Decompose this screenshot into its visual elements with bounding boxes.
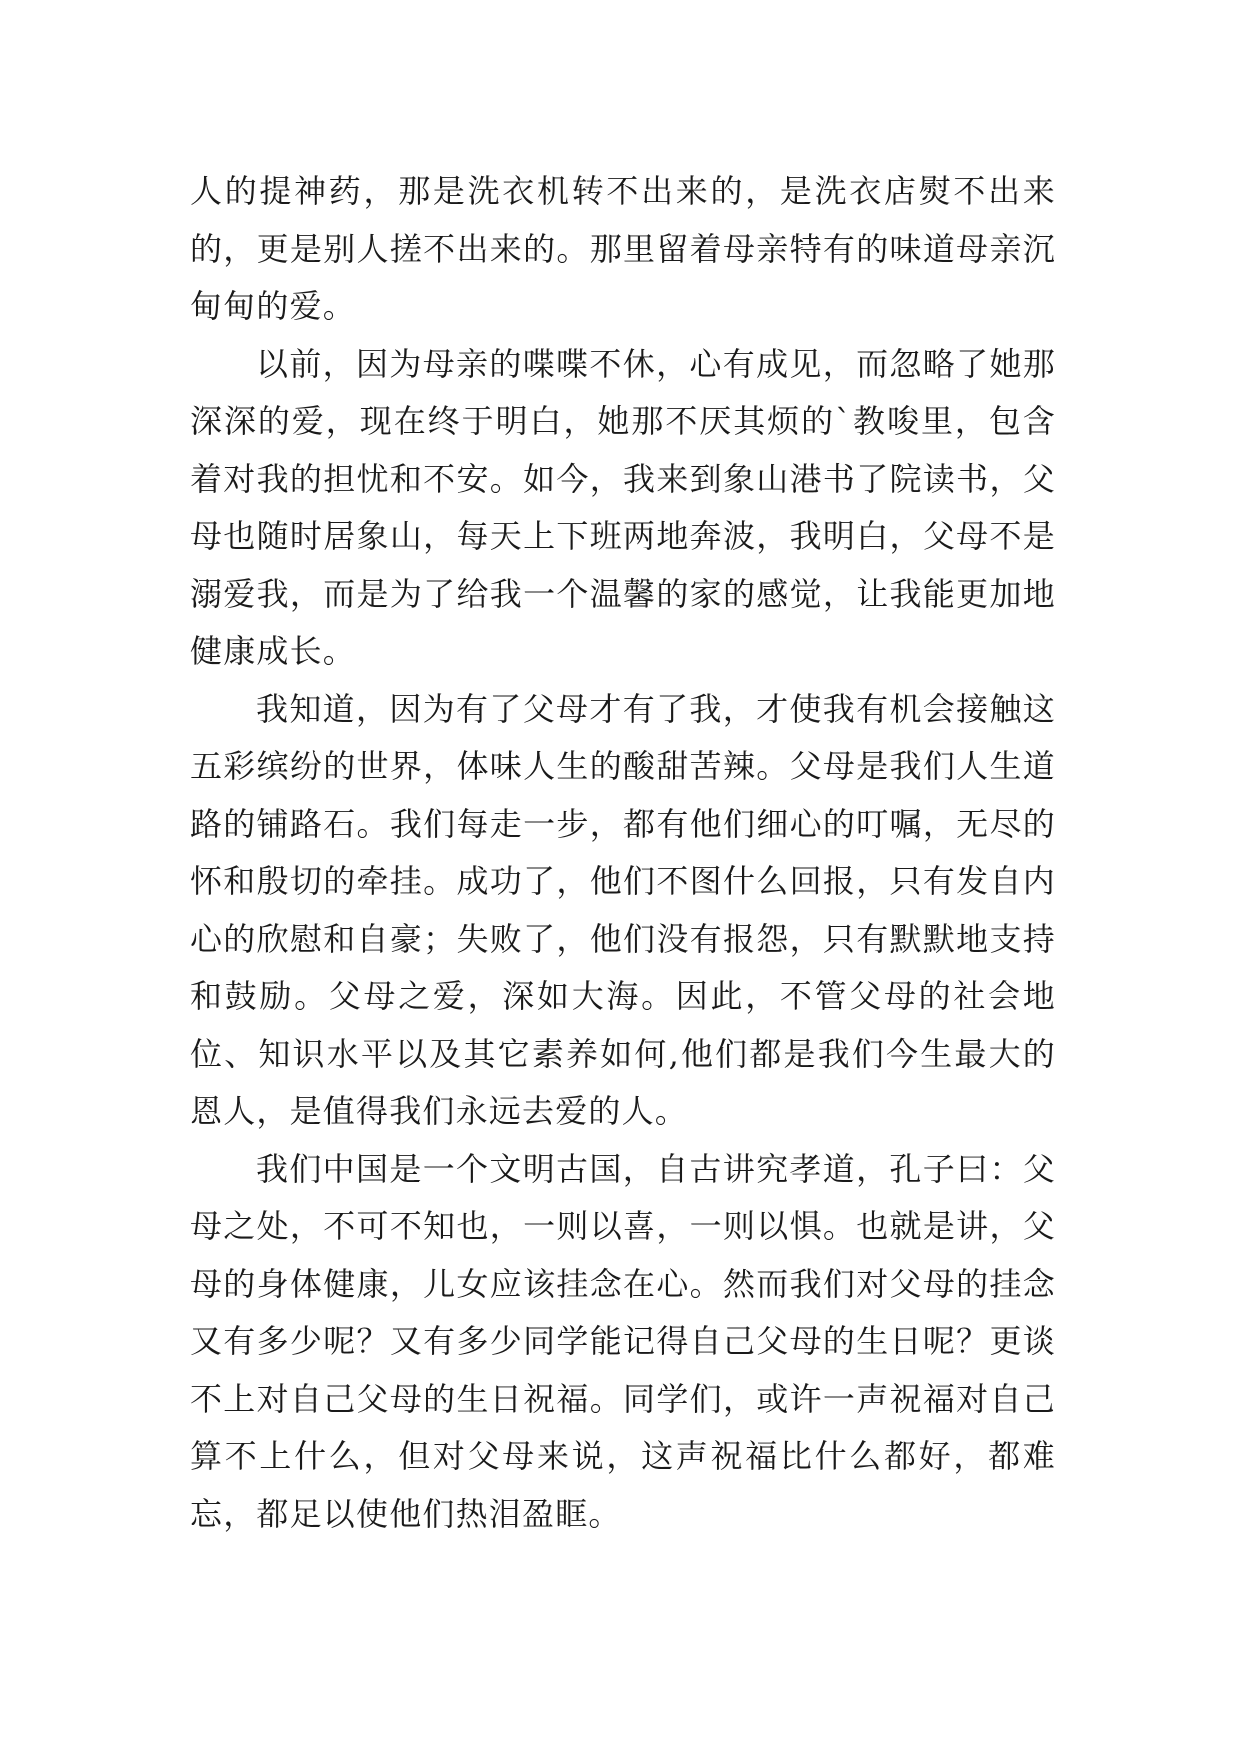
body-text — [190, 163, 1056, 1543]
paragraph-4: 我们中国是一个文明古国，自古讲究孝道，孔子曰：父母之处，不可不知也，一则以喜，一则以惧。也就是讲，父母的身体健康，儿女应该挂念在心。然而我们对父母的挂念又有多少呢？又有多少同学能记得自己父母的生日呢？更谈不上对自己父母的生日祝福。同学们，或许一声祝福对自己算不上什么，但对父母来说，这声祝福比什么都好，都难忘，都足以使他们热泪盈眶。 — [190, 1149, 1056, 1533]
paragraph-2: 以前，因为母亲的喋喋不休，心有成见，而忽略了她那深深的爱，现在终于明白，她那不厌其烦的`教唆里，包含着对我的担忧和不安。如今，我来到象山港书了院读书，父母也随时居象山，每天上下班两地奔波，我明白，父母不是溺爱我，而是为了给我一个温馨的家的感觉，让我能更加地健康成长。 — [190, 344, 1056, 670]
paragraph-1: 人的提神药，那是洗衣机转不出来的，是洗衣店熨不出来的，更是别人搓不出来的。那里留着母亲特有的味道母亲沉甸甸的爱。 — [190, 172, 1056, 325]
paragraph-3: 我知道，因为有了父母才有了我，才使我有机会接触这五彩缤纷的世界，体味人生的酸甜苦辣。父母是我们人生道路的铺路石。我们每走一步，都有他们细心的叮嘱，无尽的怀和殷切的牵挂。成功了，他们不图什么回报，只有发自内心的欣慰和自豪；失败了，他们没有报怨，只有默默地支持和鼓励。父母之爱，深如大海。因此，不管父母的社会地位、知识水平以及其它素养如何,他们都是我们今生最大的恩人，是值得我们永远去爱的人。 — [190, 689, 1056, 1130]
